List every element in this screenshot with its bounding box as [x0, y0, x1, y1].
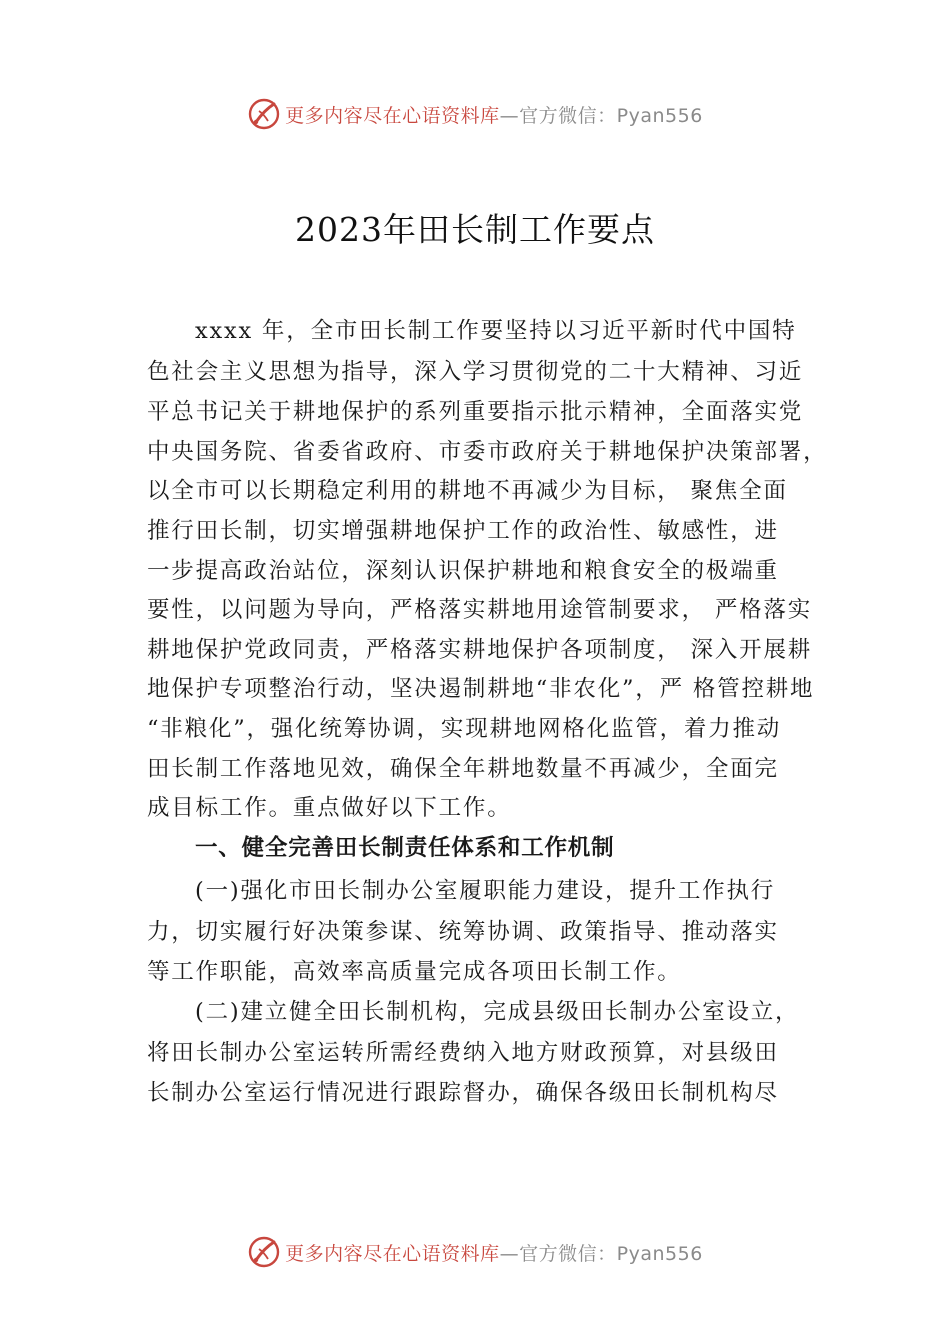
brush-logo-icon — [247, 1235, 281, 1269]
para2-line: 将田长制办公室运转所需经费纳入地方财政预算，对县级田 — [147, 1040, 779, 1066]
body-line: 耕地保护党政同责，严格落实耕地保护各项制度， 深入开展耕 — [147, 637, 813, 663]
para1-line: 力，切实履行好决策参谋、统筹协调、政策指导、推动落实 — [147, 919, 779, 945]
banner-brand-text: 更多内容尽在心语资料库 — [285, 1242, 500, 1265]
banner-wechat-text: —官方微信：Pyan556 — [499, 104, 703, 127]
body-line: 推行田长制，切实增强耕地保护工作的政治性、敏感性，进 — [147, 518, 779, 544]
document-title: 2023年田长制工作要点 — [295, 210, 655, 249]
brush-logo-icon — [247, 97, 281, 131]
body-line: 色社会主义思想为指导，深入学习贯彻党的二十大精神、习近 — [147, 359, 804, 385]
body-line: 地保护专项整治行动，坚决遏制耕地“非农化”，严 格管控耕地 — [147, 676, 815, 702]
watermark-banner-top — [0, 94, 950, 134]
section-heading: 一、健全完善田长制责任体系和工作机制 — [195, 835, 615, 861]
body-line: xxxx 年，全市田长制工作要坚持以习近平新时代中国特 — [195, 318, 797, 344]
body-line: 中央国务院、省委省政府、市委市政府关于耕地保护决策部署， — [147, 439, 828, 465]
body-line: 一步提高政治站位，深刻认识保护耕地和粮食安全的极端重 — [147, 558, 779, 584]
banner-brand-text: 更多内容尽在心语资料库 — [285, 104, 500, 127]
para1-line: (一)强化市田长制办公室履职能力建设，提升工作执行 — [195, 878, 776, 904]
body-line: “非粮化”，强化统筹协调，实现耕地网格化监管，着力推动 — [147, 716, 782, 742]
body-line: 成目标工作。重点做好以下工作。 — [147, 795, 512, 821]
para2-line: (二)建立健全田长制机构，完成县级田长制办公室设立， — [195, 999, 800, 1025]
watermark-banner-bottom — [0, 1232, 950, 1272]
body-line: 以全市可以长期稳定利用的耕地不再减少为目标， 聚焦全面 — [147, 478, 788, 504]
body-line: 要性，以问题为导向，严格落实耕地用途管制要求， 严格落实 — [147, 597, 813, 623]
body-line: 田长制工作落地见效，确保全年耕地数量不再减少，全面完 — [147, 756, 779, 782]
para2-line: 长制办公室运行情况进行跟踪督办，确保各级田长制机构尽 — [147, 1080, 779, 1106]
banner-wechat-text: —官方微信：Pyan556 — [499, 1242, 703, 1265]
para1-line: 等工作职能，高效率高质量完成各项田长制工作。 — [147, 959, 682, 985]
body-line: 平总书记关于耕地保护的系列重要指示批示精神，全面落实党 — [147, 399, 804, 425]
